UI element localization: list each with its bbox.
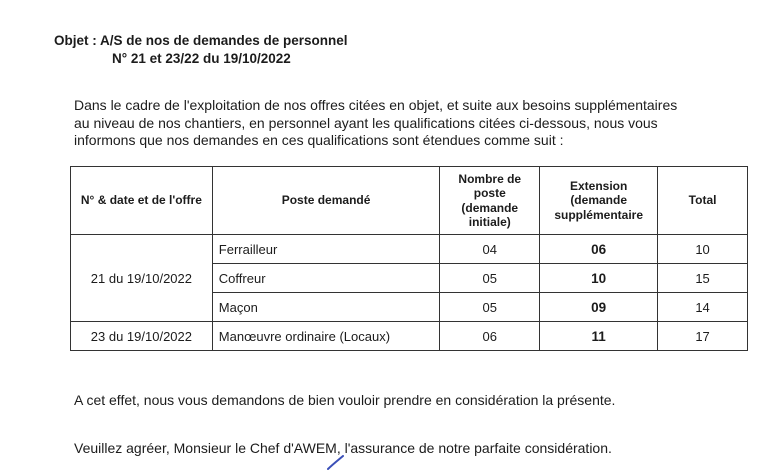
header-offer: N° & date et de l'offre (71, 167, 213, 235)
header-extension: Extension (demande supplémentaire (540, 167, 658, 235)
header-poste: Poste demandé (212, 167, 440, 235)
poste-cell: Ferrailleur (212, 235, 440, 264)
intro-line-3: informons que nos demandes en ces qualifications sont étendues comme suit : (74, 132, 564, 148)
initial-cell: 05 (440, 293, 540, 322)
initial-cell: 04 (440, 235, 540, 264)
table-header-row (71, 167, 748, 235)
extension-cell: 06 (540, 235, 658, 264)
table-row (71, 322, 748, 351)
subject-line-1: Objet : A/S de nos de demandes de personnel (54, 33, 348, 48)
total-cell: 17 (658, 322, 748, 351)
closing-sentence: A cet effet, nous vous demandons de bien vouloir prendre en considération la présente. (74, 392, 616, 408)
extension-cell: 10 (540, 264, 658, 293)
intro-line-1: Dans le cadre de l'exploitation de nos offres citées en objet, et suite aux besoins supplémentaires (74, 97, 678, 113)
extension-cell: 11 (540, 322, 658, 351)
poste-cell: Manœuvre ordinaire (Locaux) (212, 322, 440, 351)
total-cell: 14 (658, 293, 748, 322)
initial-cell: 06 (440, 322, 540, 351)
offer-cell: 23 du 19/10/2022 (71, 322, 213, 351)
intro-line-2: au niveau de nos chantiers, en personnel ayant les qualifications citées ci-dessous, nous vous (74, 114, 658, 131)
table-row (71, 235, 748, 264)
header-total: Total (658, 167, 748, 235)
subject-line-2: N° 21 et 23/22 du 19/10/2022 (112, 51, 291, 66)
intro-paragraph (74, 97, 764, 150)
total-cell: 15 (658, 264, 748, 293)
extension-cell: 09 (540, 293, 658, 322)
salutation-sentence: Veuillez agréer, Monsieur le Chef d'AWEM, l'assurance de notre parfaite considération. (74, 440, 612, 456)
total-cell: 10 (658, 235, 748, 264)
header-initial: Nombre de poste (demande initiale) (440, 167, 540, 235)
personnel-request-table (70, 166, 748, 351)
offer-cell: 21 du 19/10/2022 (71, 235, 213, 322)
initial-cell: 05 (440, 264, 540, 293)
pen-stroke-mark (324, 455, 346, 470)
poste-cell: Coffreur (212, 264, 440, 293)
poste-cell: Maçon (212, 293, 440, 322)
subject-heading (54, 32, 348, 68)
